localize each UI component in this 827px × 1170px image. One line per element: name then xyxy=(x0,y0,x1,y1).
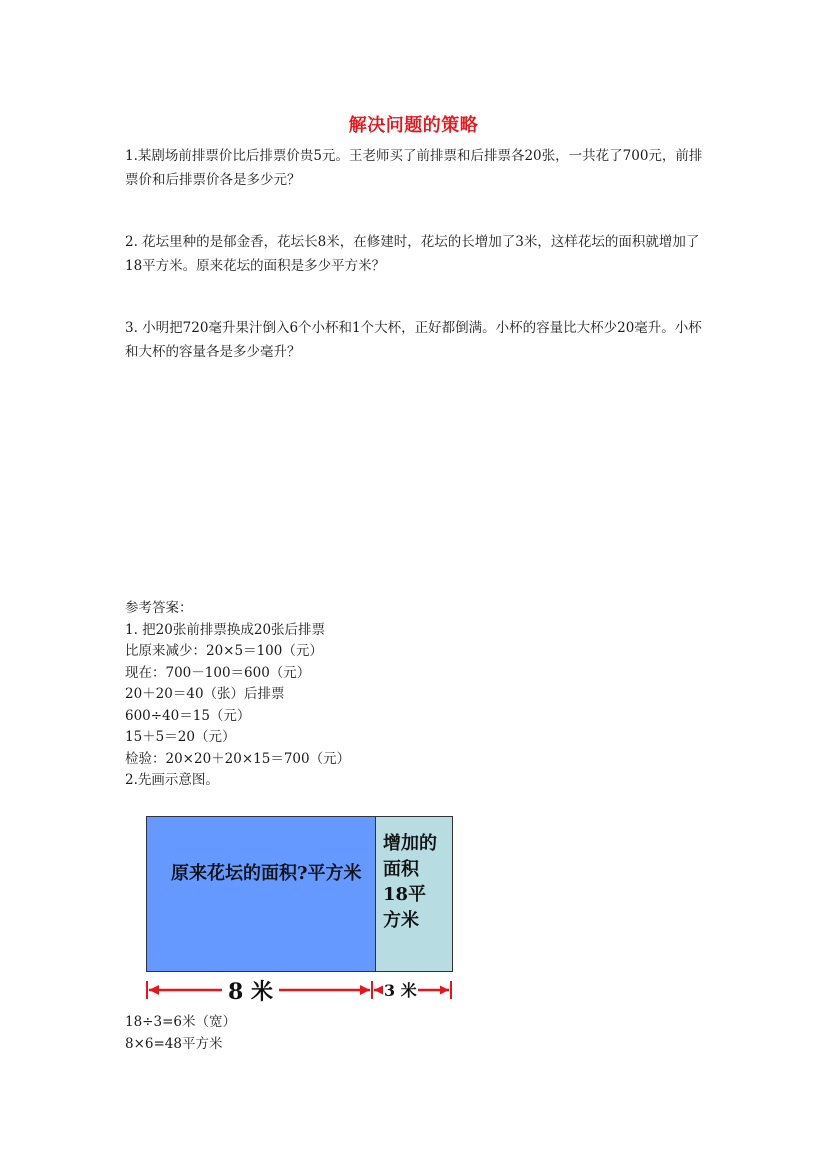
answer-line: 20＋20＝40（张）后排票 xyxy=(125,686,285,702)
added-area-label: 增加的面积18平方米 xyxy=(383,833,437,931)
answer-line: 8×6=48平方米 xyxy=(125,1035,223,1052)
arrowhead-left xyxy=(149,985,159,995)
added-length-label: 3 米 xyxy=(383,979,418,1003)
answer-line: 15＋5＝20（元） xyxy=(125,729,236,745)
answer-section-2 xyxy=(125,1012,236,1055)
answer-line: 18÷3=6米（宽） xyxy=(125,1014,236,1030)
question-2: 2. 花坛里种的是郁金香，花坛长8米，在修建时，花坛的长增加了3米，这样花坛的面积就增加了18平方米。原来花坛的面积是多少平方米？ xyxy=(125,234,700,274)
question-1: 1.某剧场前排票价比后排票价贵5元。王老师买了前排票和后排票各20张，一共花了700元，前排票价和后排票价各是多少元？ xyxy=(125,148,703,188)
answer-line: 600÷40＝15（元） xyxy=(125,707,251,724)
answer-line: 2.先画示意图。 xyxy=(125,772,219,788)
answer-line: 现在：700－100＝600（元） xyxy=(125,664,311,681)
original-area-rect xyxy=(146,816,376,972)
answer-line: 检验：20×20＋20×15＝700（元） xyxy=(125,750,351,767)
question-3: 3. 小明把720毫升果汁倒入6个小杯和1个大杯，正好都倒满。小杯的容量比大杯少20毫升。小杯和大杯的容量各是多少毫升？ xyxy=(125,320,702,360)
arrowhead-right xyxy=(360,985,370,995)
arrowhead-right-small xyxy=(440,986,449,995)
answer-section xyxy=(125,598,350,792)
answer-line: 1. 把20张前排票换成20张后排票 xyxy=(125,621,326,638)
page-title: 解决问题的策略 xyxy=(348,115,479,136)
arrowhead-left-small xyxy=(374,986,383,995)
added-area-rect xyxy=(376,816,453,972)
answer-heading: 参考答案： xyxy=(125,600,193,616)
length-label: 8 米 xyxy=(222,979,279,1005)
original-area-label: 原来花坛的面积?平方米 xyxy=(171,863,362,884)
flowerbed-diagram xyxy=(144,816,456,1006)
answer-line: 比原来减少：20×5＝100（元） xyxy=(125,643,323,659)
